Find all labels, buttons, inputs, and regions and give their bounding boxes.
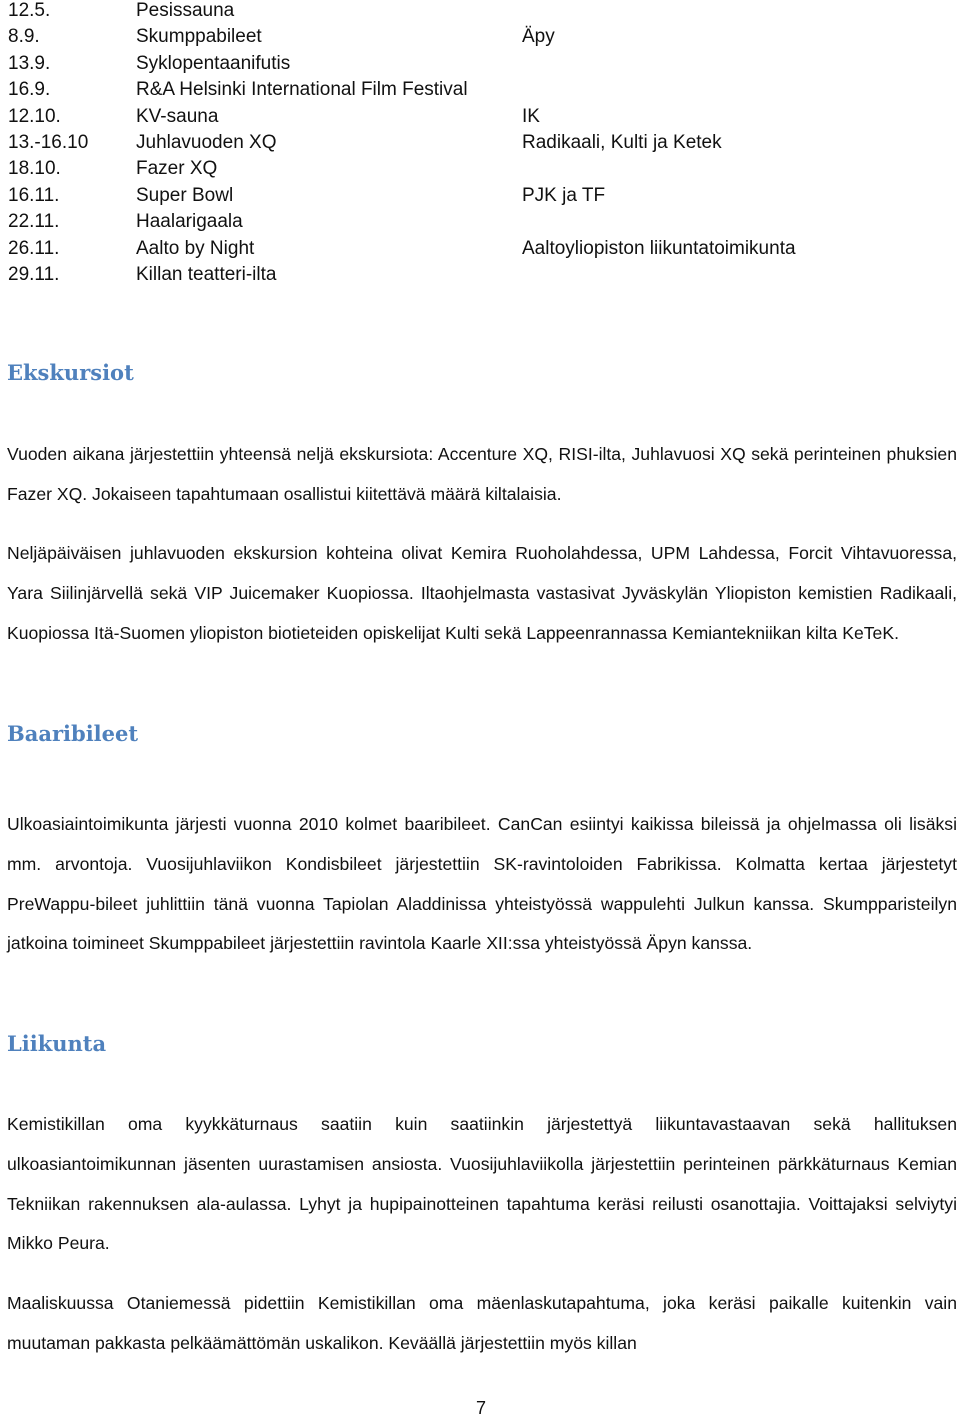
event-date: 13.-16.10 [8, 131, 89, 153]
event-row [8, 238, 948, 264]
event-name: R&A Helsinki International Film Festival [136, 79, 468, 101]
event-list [8, 0, 948, 290]
event-date: 12.10. [8, 105, 61, 127]
event-name: Haalarigaala [136, 211, 243, 233]
event-row [8, 158, 948, 184]
event-name: Pesissauna [136, 0, 235, 21]
event-date: 16.11. [8, 184, 60, 206]
section-heading-ekskursiot: Ekskursiot [7, 360, 134, 385]
event-date: 8.9. [8, 26, 40, 48]
event-date: 26.11. [8, 237, 60, 259]
event-date: 18.10. [8, 158, 61, 180]
event-date: 12.5. [8, 0, 51, 21]
event-row [8, 26, 948, 52]
event-row [8, 53, 948, 79]
event-organizer: IK [522, 105, 540, 127]
event-name: Skumppabileet [136, 26, 262, 48]
event-row [8, 0, 948, 26]
event-date: 16.9. [8, 79, 51, 101]
baaribileet-paragraph-1: Ulkoasiaintoimikunta järjesti vuonna 2010 kolmet baaribileet. CanCan esiintyi kaikissa bileissä ja ohjelmassa oli lisäksi mm. arvontoja. Vuosijuhlaviikon Kondisbileet järjestettiin SK-ravintoloiden Fabrikissa. Kolmatta kertaa järjestetyt PreWappu-bileet juhlittiin tänä vuonna Tapiolan Aladdinissa yhteistyössä wappulehti Julkun kanssa. Skumpparisteilyn jatkoina toimineet Skumppabileet järjestettiin ravintola Kaarle XII:ssa yhteistyössä Äpyn kanssa. [7, 814, 957, 954]
section-heading-baaribileet: Baaribileet [7, 721, 139, 746]
section-heading-liikunta: Liikunta [7, 1031, 107, 1056]
event-row [8, 211, 948, 237]
event-organizer: Aaltoyliopiston liikuntatoimikunta [522, 237, 796, 259]
event-row [8, 79, 948, 105]
event-organizer: Radikaali, Kulti ja Ketek [522, 131, 722, 153]
event-name: Fazer XQ [136, 158, 218, 180]
ekskursiot-paragraph-2: Neljäpäiväisen juhlavuoden ekskursion kohteina olivat Kemira Ruoholahdessa, UPM Lahdessa, Forcit Vihtavuoressa, Yara Siilinjärvellä sekä VIP Juicemaker Kuopiossa. Iltaohjelmasta vastasivat Jyväskylän Yliopiston kemistien Radikaali, Kuopiossa Itä-Suomen yliopiston biotieteiden opiskelijat Kulti sekä Lappeenrannassa Kemiantekniikan kilta KeTeK. [7, 543, 957, 643]
event-date: 29.11. [8, 263, 60, 285]
event-date: 22.11. [8, 211, 60, 233]
event-date: 13.9. [8, 52, 51, 74]
liikunta-paragraph-2: Maaliskuussa Otaniemessä pidettiin Kemistikillan oma mäenlaskutapahtuma, joka keräsi paikalle kuitenkin vain muutaman pakkasta pelkäämättömän uskalikon. Keväällä järjestettiin myös killan [7, 1293, 957, 1353]
event-row [8, 132, 948, 158]
event-row [8, 264, 948, 290]
liikunta-paragraph-1: Kemistikillan oma kyykkäturnaus saatiin kuin saatiinkin järjestettyä liikuntavastaavan sekä hallituksen ulkoasiantoimikunnan jäsenten uurastamisen ansiosta. Vuosijuhlaviikolla järjestettiin perinteinen pärkkäturnaus Kemian Tekniikan rakennuksen ala-aulassa. Lyhyt ja hupipainotteinen tapahtuma keräsi reilusti osanottajia. Voittajaksi selviytyi Mikko Peura. [7, 1114, 957, 1254]
page-number: 7 [476, 1398, 487, 1418]
event-name: Juhlavuoden XQ [136, 131, 277, 153]
event-name: Killan teatteri-ilta [136, 263, 277, 285]
event-organizer: PJK ja TF [522, 184, 606, 206]
ekskursiot-paragraph-1: Vuoden aikana järjestettiin yhteensä neljä ekskursiota: Accenture XQ, RISI-ilta, Juhlavuosi XQ sekä perinteinen phuksien Fazer XQ. Jokaiseen tapahtumaan osallistui kiitettävä määrä kiltalaisia. [7, 444, 957, 504]
event-row [8, 185, 948, 211]
event-name: Syklopentaanifutis [136, 52, 291, 74]
event-name: Super Bowl [136, 184, 234, 206]
event-organizer: Äpy [522, 26, 555, 48]
event-name: Aalto by Night [136, 237, 255, 259]
event-name: KV-sauna [136, 105, 219, 127]
event-row [8, 106, 948, 132]
